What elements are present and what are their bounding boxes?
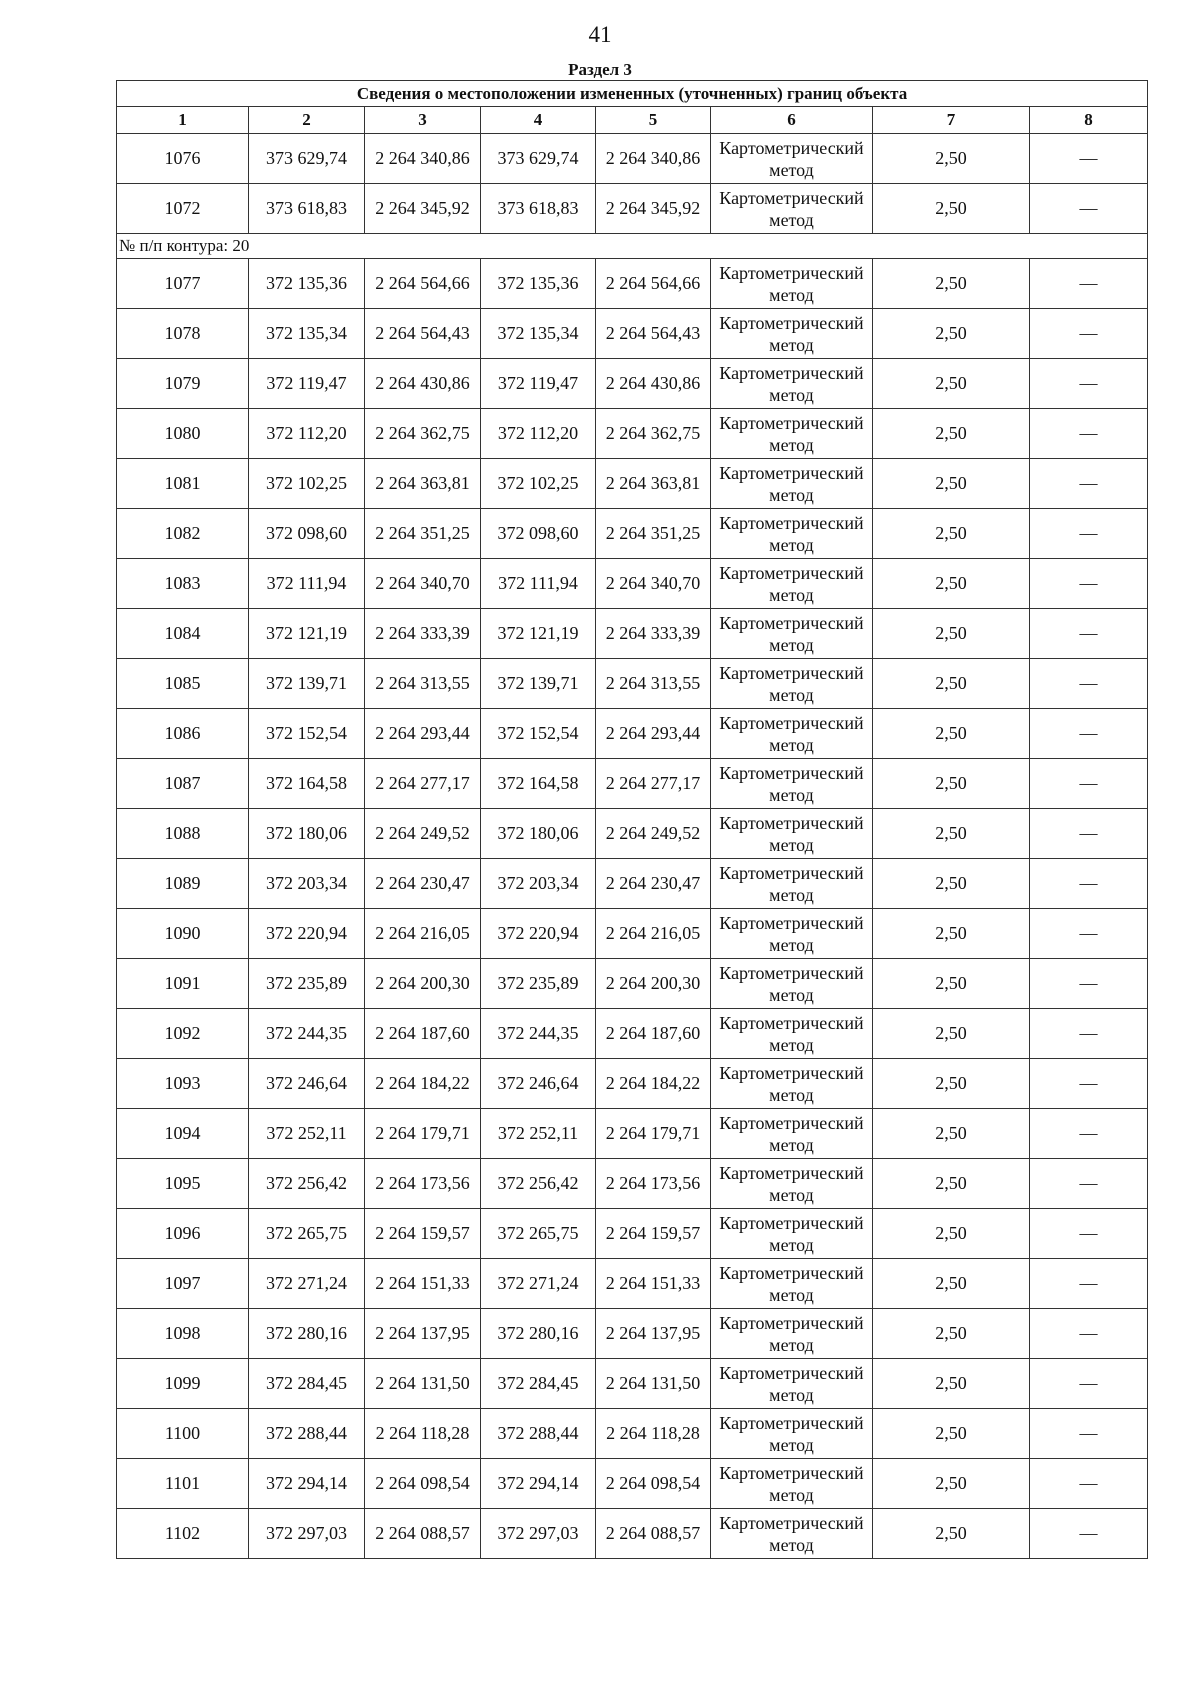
method-cell: Картометрический метод: [711, 409, 873, 459]
x-coordinate-cell: 372 119,47: [249, 359, 365, 409]
table-row: [117, 909, 1148, 959]
accuracy-cell: 2,50: [873, 409, 1030, 459]
column-number: 5: [596, 107, 711, 134]
y-coordinate-cell: 2 264 340,86: [365, 134, 481, 184]
column-number: 2: [249, 107, 365, 134]
x-coordinate-cell: 372 203,34: [249, 859, 365, 909]
y-coordinate-new-cell: 2 264 118,28: [596, 1409, 711, 1459]
note-cell: —: [1030, 1359, 1148, 1409]
note-cell: —: [1030, 1059, 1148, 1109]
y-coordinate-cell: 2 264 313,55: [365, 659, 481, 709]
y-coordinate-new-cell: 2 264 351,25: [596, 509, 711, 559]
method-cell: Картометрический метод: [711, 809, 873, 859]
y-coordinate-new-cell: 2 264 340,86: [596, 134, 711, 184]
y-coordinate-cell: 2 264 184,22: [365, 1059, 481, 1109]
x-coordinate-cell: 372 288,44: [249, 1409, 365, 1459]
point-number-cell: 1089: [117, 859, 249, 909]
x-coordinate-cell: 372 135,36: [249, 259, 365, 309]
accuracy-cell: 2,50: [873, 359, 1030, 409]
x-coordinate-cell: 372 121,19: [249, 609, 365, 659]
y-coordinate-cell: 2 264 230,47: [365, 859, 481, 909]
note-cell: —: [1030, 1259, 1148, 1309]
note-cell: —: [1030, 1459, 1148, 1509]
accuracy-cell: 2,50: [873, 859, 1030, 909]
table-row: [117, 609, 1148, 659]
method-cell: Картометрический метод: [711, 134, 873, 184]
y-coordinate-cell: 2 264 173,56: [365, 1159, 481, 1209]
x-coordinate-cell: 372 246,64: [249, 1059, 365, 1109]
accuracy-cell: 2,50: [873, 459, 1030, 509]
accuracy-cell: 2,50: [873, 1209, 1030, 1259]
y-coordinate-new-cell: 2 264 362,75: [596, 409, 711, 459]
table-row: [117, 459, 1148, 509]
y-coordinate-new-cell: 2 264 088,57: [596, 1509, 711, 1559]
column-number: 1: [117, 107, 249, 134]
y-coordinate-new-cell: 2 264 333,39: [596, 609, 711, 659]
x-coordinate-new-cell: 372 098,60: [481, 509, 596, 559]
x-coordinate-new-cell: 372 135,36: [481, 259, 596, 309]
page-number: 41: [588, 22, 612, 47]
y-coordinate-cell: 2 264 216,05: [365, 909, 481, 959]
x-coordinate-cell: 372 135,34: [249, 309, 365, 359]
table-row: [117, 809, 1148, 859]
table-row: [117, 859, 1148, 909]
x-coordinate-cell: 372 180,06: [249, 809, 365, 859]
y-coordinate-new-cell: 2 264 131,50: [596, 1359, 711, 1409]
y-coordinate-cell: 2 264 333,39: [365, 609, 481, 659]
table-row: [117, 1509, 1148, 1559]
method-cell: Картометрический метод: [711, 909, 873, 959]
point-number-cell: 1098: [117, 1309, 249, 1359]
point-number-cell: 1090: [117, 909, 249, 959]
note-cell: —: [1030, 259, 1148, 309]
accuracy-cell: 2,50: [873, 1009, 1030, 1059]
point-number-cell: 1097: [117, 1259, 249, 1309]
y-coordinate-new-cell: 2 264 230,47: [596, 859, 711, 909]
x-coordinate-new-cell: 372 164,58: [481, 759, 596, 809]
note-cell: —: [1030, 1309, 1148, 1359]
accuracy-cell: 2,50: [873, 559, 1030, 609]
y-coordinate-new-cell: 2 264 137,95: [596, 1309, 711, 1359]
x-coordinate-cell: 372 271,24: [249, 1259, 365, 1309]
x-coordinate-new-cell: 372 119,47: [481, 359, 596, 409]
accuracy-cell: 2,50: [873, 1359, 1030, 1409]
y-coordinate-cell: 2 264 159,57: [365, 1209, 481, 1259]
method-cell: Картометрический метод: [711, 609, 873, 659]
x-coordinate-cell: 372 297,03: [249, 1509, 365, 1559]
y-coordinate-new-cell: 2 264 564,66: [596, 259, 711, 309]
x-coordinate-new-cell: 373 618,83: [481, 184, 596, 234]
table-row: [117, 259, 1148, 309]
column-number: 4: [481, 107, 596, 134]
method-cell: Картометрический метод: [711, 1259, 873, 1309]
y-coordinate-cell: 2 264 187,60: [365, 1009, 481, 1059]
table-row: [117, 1309, 1148, 1359]
method-cell: Картометрический метод: [711, 1309, 873, 1359]
note-cell: —: [1030, 709, 1148, 759]
method-cell: Картометрический метод: [711, 1209, 873, 1259]
y-coordinate-new-cell: 2 264 173,56: [596, 1159, 711, 1209]
method-cell: Картометрический метод: [711, 1459, 873, 1509]
accuracy-cell: 2,50: [873, 134, 1030, 184]
note-cell: —: [1030, 1159, 1148, 1209]
x-coordinate-new-cell: 372 235,89: [481, 959, 596, 1009]
contour-label: № п/п контура: 20: [117, 234, 1148, 259]
accuracy-cell: 2,50: [873, 1409, 1030, 1459]
method-cell: Картометрический метод: [711, 709, 873, 759]
point-number-cell: 1081: [117, 459, 249, 509]
table-row: [117, 134, 1148, 184]
method-cell: Картометрический метод: [711, 1009, 873, 1059]
column-number-row: [117, 107, 1148, 134]
y-coordinate-cell: 2 264 277,17: [365, 759, 481, 809]
x-coordinate-new-cell: 372 152,54: [481, 709, 596, 759]
table-row: [117, 1459, 1148, 1509]
y-coordinate-cell: 2 264 362,75: [365, 409, 481, 459]
accuracy-cell: 2,50: [873, 1459, 1030, 1509]
contour-row: [117, 234, 1148, 259]
y-coordinate-cell: 2 264 293,44: [365, 709, 481, 759]
note-cell: —: [1030, 609, 1148, 659]
y-coordinate-cell: 2 264 249,52: [365, 809, 481, 859]
table-row: [117, 309, 1148, 359]
accuracy-cell: 2,50: [873, 759, 1030, 809]
accuracy-cell: 2,50: [873, 609, 1030, 659]
x-coordinate-new-cell: 372 294,14: [481, 1459, 596, 1509]
y-coordinate-new-cell: 2 264 363,81: [596, 459, 711, 509]
column-number: 3: [365, 107, 481, 134]
note-cell: —: [1030, 509, 1148, 559]
y-coordinate-new-cell: 2 264 430,86: [596, 359, 711, 409]
x-coordinate-new-cell: 372 256,42: [481, 1159, 596, 1209]
method-cell: Картометрический метод: [711, 1409, 873, 1459]
y-coordinate-new-cell: 2 264 098,54: [596, 1459, 711, 1509]
point-number-cell: 1102: [117, 1509, 249, 1559]
accuracy-cell: 2,50: [873, 1059, 1030, 1109]
note-cell: —: [1030, 659, 1148, 709]
method-cell: Картометрический метод: [711, 1359, 873, 1409]
method-cell: Картометрический метод: [711, 259, 873, 309]
accuracy-cell: 2,50: [873, 909, 1030, 959]
method-cell: Картометрический метод: [711, 359, 873, 409]
x-coordinate-new-cell: 372 102,25: [481, 459, 596, 509]
y-coordinate-cell: 2 264 179,71: [365, 1109, 481, 1159]
x-coordinate-new-cell: 372 121,19: [481, 609, 596, 659]
y-coordinate-new-cell: 2 264 340,70: [596, 559, 711, 609]
note-cell: —: [1030, 1509, 1148, 1559]
method-cell: Картометрический метод: [711, 1059, 873, 1109]
x-coordinate-new-cell: 372 135,34: [481, 309, 596, 359]
point-number-cell: 1077: [117, 259, 249, 309]
method-cell: Картометрический метод: [711, 1109, 873, 1159]
table-row: [117, 409, 1148, 459]
column-number: 6: [711, 107, 873, 134]
table-row: [117, 1159, 1148, 1209]
x-coordinate-cell: 372 284,45: [249, 1359, 365, 1409]
y-coordinate-cell: 2 264 564,66: [365, 259, 481, 309]
table-body: [117, 134, 1148, 1559]
point-number-cell: 1100: [117, 1409, 249, 1459]
accuracy-cell: 2,50: [873, 1159, 1030, 1209]
y-coordinate-cell: 2 264 118,28: [365, 1409, 481, 1459]
point-number-cell: 1093: [117, 1059, 249, 1109]
x-coordinate-cell: 372 294,14: [249, 1459, 365, 1509]
x-coordinate-new-cell: 372 252,11: [481, 1109, 596, 1159]
y-coordinate-cell: 2 264 200,30: [365, 959, 481, 1009]
y-coordinate-new-cell: 2 264 187,60: [596, 1009, 711, 1059]
point-number-cell: 1072: [117, 184, 249, 234]
point-number-cell: 1101: [117, 1459, 249, 1509]
x-coordinate-cell: 372 220,94: [249, 909, 365, 959]
table-row: [117, 509, 1148, 559]
x-coordinate-cell: 372 235,89: [249, 959, 365, 1009]
table-title: Сведения о местоположении измененных (уточненных) границ объекта: [117, 81, 1148, 107]
y-coordinate-cell: 2 264 430,86: [365, 359, 481, 409]
y-coordinate-cell: 2 264 137,95: [365, 1309, 481, 1359]
point-number-cell: 1096: [117, 1209, 249, 1259]
y-coordinate-new-cell: 2 264 159,57: [596, 1209, 711, 1259]
y-coordinate-cell: 2 264 131,50: [365, 1359, 481, 1409]
table-row: [117, 559, 1148, 609]
x-coordinate-cell: 372 112,20: [249, 409, 365, 459]
method-cell: Картометрический метод: [711, 309, 873, 359]
y-coordinate-new-cell: 2 264 179,71: [596, 1109, 711, 1159]
table-row: [117, 1059, 1148, 1109]
x-coordinate-new-cell: 372 112,20: [481, 409, 596, 459]
y-coordinate-cell: 2 264 564,43: [365, 309, 481, 359]
x-coordinate-cell: 372 280,16: [249, 1309, 365, 1359]
point-number-cell: 1095: [117, 1159, 249, 1209]
table-row: [117, 1109, 1148, 1159]
method-cell: Картометрический метод: [711, 1509, 873, 1559]
x-coordinate-cell: 372 111,94: [249, 559, 365, 609]
point-number-cell: 1099: [117, 1359, 249, 1409]
table-row: [117, 1409, 1148, 1459]
point-number-cell: 1080: [117, 409, 249, 459]
x-coordinate-cell: 372 256,42: [249, 1159, 365, 1209]
point-number-cell: 1092: [117, 1009, 249, 1059]
x-coordinate-new-cell: 372 180,06: [481, 809, 596, 859]
method-cell: Картометрический метод: [711, 659, 873, 709]
point-number-cell: 1078: [117, 309, 249, 359]
note-cell: —: [1030, 909, 1148, 959]
x-coordinate-cell: 372 152,54: [249, 709, 365, 759]
method-cell: Картометрический метод: [711, 859, 873, 909]
note-cell: —: [1030, 559, 1148, 609]
table-row: [117, 1359, 1148, 1409]
method-cell: Картометрический метод: [711, 959, 873, 1009]
y-coordinate-new-cell: 2 264 216,05: [596, 909, 711, 959]
table-row: [117, 759, 1148, 809]
x-coordinate-cell: 372 098,60: [249, 509, 365, 559]
x-coordinate-cell: 372 102,25: [249, 459, 365, 509]
method-cell: Картометрический метод: [711, 1159, 873, 1209]
note-cell: —: [1030, 459, 1148, 509]
method-cell: Картометрический метод: [711, 184, 873, 234]
y-coordinate-cell: 2 264 363,81: [365, 459, 481, 509]
y-coordinate-new-cell: 2 264 200,30: [596, 959, 711, 1009]
x-coordinate-cell: 372 252,11: [249, 1109, 365, 1159]
table-row: [117, 1009, 1148, 1059]
table-row: [117, 1259, 1148, 1309]
table-row: [117, 184, 1148, 234]
accuracy-cell: 2,50: [873, 709, 1030, 759]
y-coordinate-cell: 2 264 345,92: [365, 184, 481, 234]
point-number-cell: 1084: [117, 609, 249, 659]
y-coordinate-new-cell: 2 264 184,22: [596, 1059, 711, 1109]
accuracy-cell: 2,50: [873, 184, 1030, 234]
x-coordinate-cell: 373 618,83: [249, 184, 365, 234]
x-coordinate-new-cell: 372 246,64: [481, 1059, 596, 1109]
point-number-cell: 1079: [117, 359, 249, 409]
method-cell: Картометрический метод: [711, 509, 873, 559]
x-coordinate-cell: 372 244,35: [249, 1009, 365, 1059]
accuracy-cell: 2,50: [873, 1309, 1030, 1359]
section-title: Раздел 3: [568, 60, 632, 79]
point-number-cell: 1076: [117, 134, 249, 184]
point-number-cell: 1094: [117, 1109, 249, 1159]
x-coordinate-new-cell: 373 629,74: [481, 134, 596, 184]
point-number-cell: 1083: [117, 559, 249, 609]
y-coordinate-new-cell: 2 264 277,17: [596, 759, 711, 809]
x-coordinate-new-cell: 372 265,75: [481, 1209, 596, 1259]
accuracy-cell: 2,50: [873, 1509, 1030, 1559]
y-coordinate-cell: 2 264 098,54: [365, 1459, 481, 1509]
accuracy-cell: 2,50: [873, 1259, 1030, 1309]
point-number-cell: 1086: [117, 709, 249, 759]
note-cell: —: [1030, 359, 1148, 409]
note-cell: —: [1030, 959, 1148, 1009]
point-number-cell: 1087: [117, 759, 249, 809]
x-coordinate-cell: 372 139,71: [249, 659, 365, 709]
note-cell: —: [1030, 809, 1148, 859]
accuracy-cell: 2,50: [873, 509, 1030, 559]
x-coordinate-cell: 372 265,75: [249, 1209, 365, 1259]
y-coordinate-new-cell: 2 264 151,33: [596, 1259, 711, 1309]
method-cell: Картометрический метод: [711, 759, 873, 809]
accuracy-cell: 2,50: [873, 959, 1030, 1009]
x-coordinate-new-cell: 372 111,94: [481, 559, 596, 609]
point-number-cell: 1088: [117, 809, 249, 859]
point-number-cell: 1091: [117, 959, 249, 1009]
x-coordinate-new-cell: 372 297,03: [481, 1509, 596, 1559]
column-number: 8: [1030, 107, 1148, 134]
x-coordinate-new-cell: 372 220,94: [481, 909, 596, 959]
x-coordinate-new-cell: 372 139,71: [481, 659, 596, 709]
note-cell: —: [1030, 1009, 1148, 1059]
note-cell: —: [1030, 1109, 1148, 1159]
y-coordinate-cell: 2 264 351,25: [365, 509, 481, 559]
y-coordinate-new-cell: 2 264 345,92: [596, 184, 711, 234]
x-coordinate-new-cell: 372 288,44: [481, 1409, 596, 1459]
boundary-coordinates-table: [116, 80, 1148, 1559]
note-cell: —: [1030, 134, 1148, 184]
x-coordinate-new-cell: 372 271,24: [481, 1259, 596, 1309]
x-coordinate-new-cell: 372 284,45: [481, 1359, 596, 1409]
table-row: [117, 359, 1148, 409]
table-row: [117, 959, 1148, 1009]
point-number-cell: 1085: [117, 659, 249, 709]
x-coordinate-new-cell: 372 280,16: [481, 1309, 596, 1359]
table-row: [117, 1209, 1148, 1259]
accuracy-cell: 2,50: [873, 1109, 1030, 1159]
note-cell: —: [1030, 759, 1148, 809]
column-number: 7: [873, 107, 1030, 134]
method-cell: Картометрический метод: [711, 559, 873, 609]
note-cell: —: [1030, 1209, 1148, 1259]
y-coordinate-new-cell: 2 264 313,55: [596, 659, 711, 709]
y-coordinate-cell: 2 264 340,70: [365, 559, 481, 609]
x-coordinate-new-cell: 372 203,34: [481, 859, 596, 909]
accuracy-cell: 2,50: [873, 259, 1030, 309]
note-cell: —: [1030, 184, 1148, 234]
x-coordinate-cell: 372 164,58: [249, 759, 365, 809]
point-number-cell: 1082: [117, 509, 249, 559]
y-coordinate-cell: 2 264 088,57: [365, 1509, 481, 1559]
y-coordinate-new-cell: 2 264 249,52: [596, 809, 711, 859]
note-cell: —: [1030, 859, 1148, 909]
x-coordinate-new-cell: 372 244,35: [481, 1009, 596, 1059]
accuracy-cell: 2,50: [873, 659, 1030, 709]
table-row: [117, 709, 1148, 759]
x-coordinate-cell: 373 629,74: [249, 134, 365, 184]
accuracy-cell: 2,50: [873, 809, 1030, 859]
method-cell: Картометрический метод: [711, 459, 873, 509]
note-cell: —: [1030, 1409, 1148, 1459]
note-cell: —: [1030, 409, 1148, 459]
note-cell: —: [1030, 309, 1148, 359]
y-coordinate-new-cell: 2 264 564,43: [596, 309, 711, 359]
accuracy-cell: 2,50: [873, 309, 1030, 359]
y-coordinate-new-cell: 2 264 293,44: [596, 709, 711, 759]
y-coordinate-cell: 2 264 151,33: [365, 1259, 481, 1309]
table-row: [117, 659, 1148, 709]
